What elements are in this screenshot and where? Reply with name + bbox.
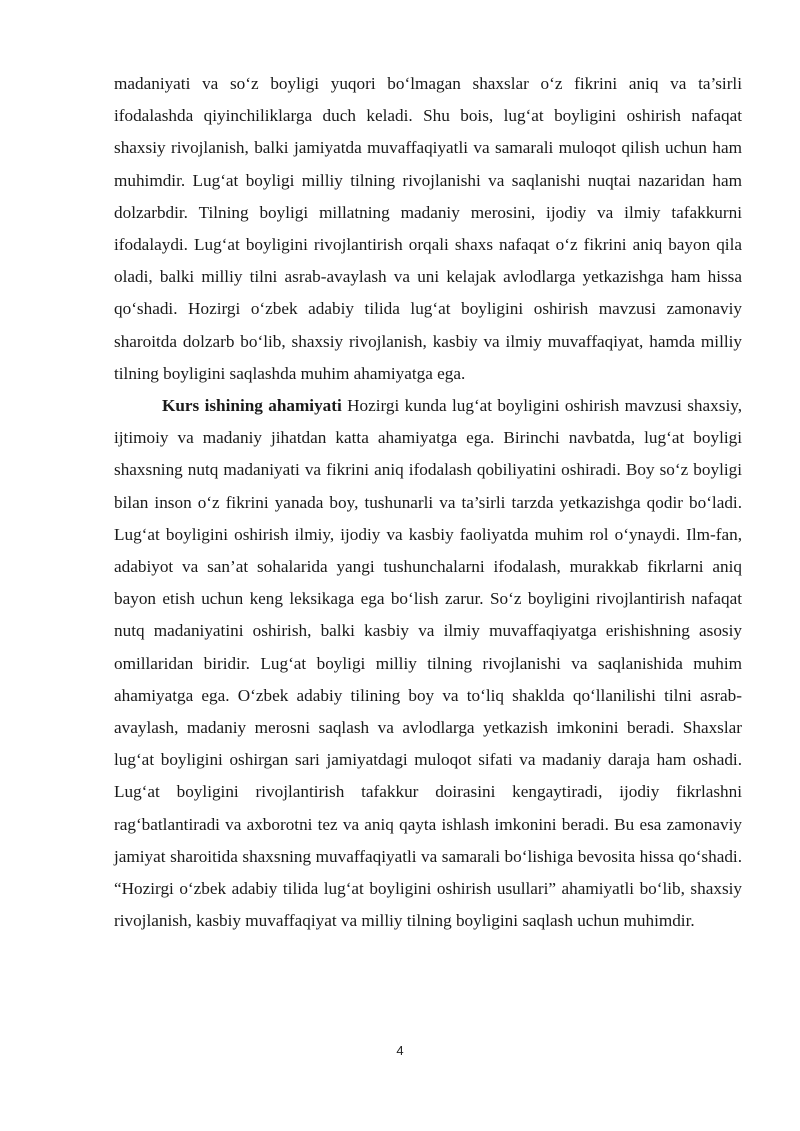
paragraph-significance-body: Hozirgi kunda lug‘at boyligini oshirish mavzusi shaxsiy, ijtimoiy va madaniy jihatdan katta ahamiyatga ega. Birinchi navbatda, lug‘at boyligi shaxsning nutq madaniyati va fikrini aniq ifodalash qobiliyatini oshiradi. Boy so‘z boyligi bilan inson o‘z fikrini yanada boy, tushunarli va ta’sirli tarzda yetkazishga qodir bo‘ladi. Lug‘at boyligini oshirish ilmiy, ijodiy va kasbiy faoliyatda muhim rol o‘ynaydi. Ilm-fan, adabiyot va san’at sohalarida yangi tushunchalarni ifodalash, murakkab fikrlarni aniq bayon etish uchun keng leksikaga ega bo‘lish zarur. So‘z boyligini rivojlantirish nafaqat nutq madaniyatini oshirish, balki kasbiy va ilmiy muvaffaqiyatga erishishning asosiy omillaridan biridir. Lug‘at boyligi milliy tilning rivojlanishi va saqlanishida muhim ahamiyatga ega. O‘zbek adabiy tilining boy va to‘liq shaklda qo‘llanilishi tilni asrab-avaylash, madaniy merosni saqlash va avlodlarga yetkazish imkonini beradi. Shaxslar lug‘at boyligini oshirgan sari jamiyatdagi muloqot sifati va madaniy daraja ham oshadi. Lug‘at boyligini rivojlantirish tafakkur doirasini kengaytiradi, ijodiy fikrlashni rag‘batlantiradi va axborotni tez va aniq qayta ishlash imkonini beradi. Bu esa zamonaviy jamiyat sharoitida shaxsning muvaffaqiyatli va samarali bo‘lishiga bevosita hissa qo‘shadi. “Hozirgi o‘zbek adabiy tilida lug‘at boyligini oshirish usullari” ahamiyatli bo‘lib, shaxsiy rivojlanish, kasbiy muvaffaqiyat va milliy tilning boyligini saqlash uchun muhimdir.: [114, 396, 742, 931]
paragraph-intro: madaniyati va so‘z boyligi yuqori bo‘lmagan shaxslar o‘z fikrini aniq va ta’sirli ifodalashda qiyinchiliklarga duch keladi. Shu bois, lug‘at boyligini oshirish nafaqat shaxsiy rivojlanish, balki jamiyatda muvaffaqiyatli va samarali muloqot qilish uchun ham muhimdir. Lug‘at boyligi milliy tilning rivojlanishi va saqlanishi nuqtai nazaridan ham dolzarbdir. Tilning boyligi millatning madaniy merosini, ijodiy va ilmiy tafakkurni ifodalaydi. Lug‘at boyligini rivojlantirish orqali shaxs nafaqat o‘z fikrini aniq bayon qila oladi, balki milliy tilni asrab-avaylash va uni kelajak avlodlarga yetkazishga ham hissa qo‘shadi. Hozirgi o‘zbek adabiy tilida lug‘at boyligini oshirish mavzusi zamonaviy sharoitda dolzarb bo‘lib, shaxsiy rivojlanish, kasbiy va ilmiy muvaffaqiyat, hamda milliy tilning boyligini saqlashda muhim ahamiyatga ega.: [114, 74, 742, 383]
paragraph-significance: [114, 390, 742, 937]
page-number: 4: [396, 1043, 404, 1058]
section-heading: Kurs ishining ahamiyati: [162, 396, 342, 416]
document-page: [114, 68, 742, 937]
